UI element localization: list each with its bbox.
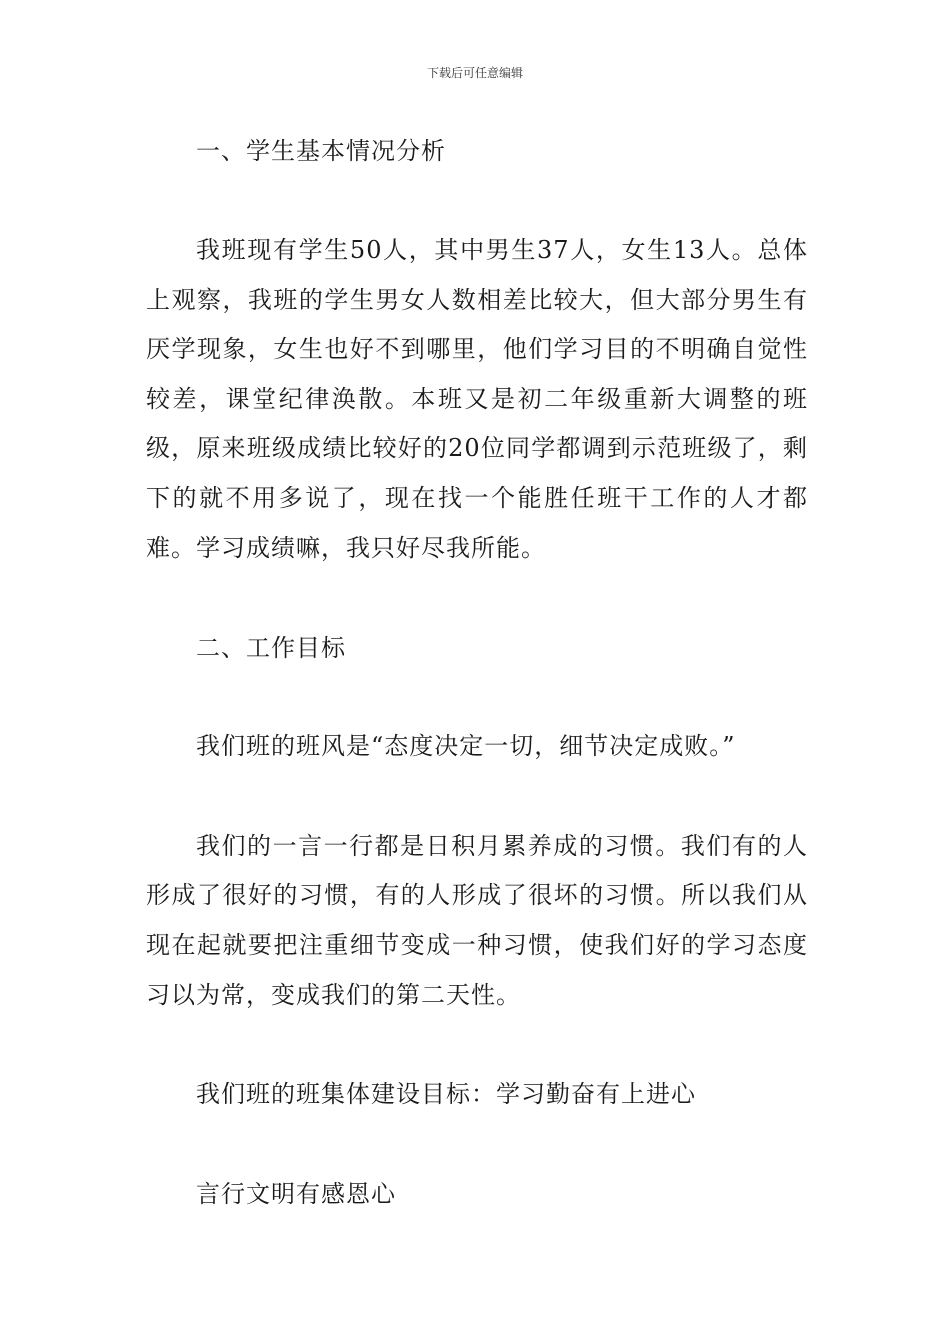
spacer bbox=[146, 573, 808, 623]
spacer bbox=[146, 176, 808, 226]
page-header-note: 下载后可任意编辑 bbox=[426, 66, 523, 80]
document-body bbox=[146, 126, 808, 1219]
habits-paragraph: 我们的一言一行都是日积月累养成的习惯。我们有的人形成了很好的习惯，有的人形成了很坏的习惯。所以我们从现在起就要把注重细节变成一种习惯，使我们好的学习态度习以为常，变成我们的第二天性。 bbox=[146, 831, 808, 1009]
class-goal-line: 我们班的班集体建设目标：学习勤奋有上进心 bbox=[196, 1080, 696, 1109]
section-1-paragraph: 我班现有学生50人，其中男生37人，女生13人。总体上观察，我班的学生男女人数相差比较大，但大部分男生有厌学现象，女生也好不到哪里，他们学习目的不明确自觉性较差，课堂纪律涣散。本班又是初二年级重新大调整的班级，原来班级成绩比较好的20位同学都调到示范班级了，剩下的就不用多说了，现在找一个能胜任班干工作的人才都难。学习成绩嘛，我只好尽我所能。 bbox=[146, 236, 808, 562]
spacer bbox=[146, 673, 808, 722]
spacer bbox=[146, 1020, 808, 1070]
section-2-heading: 二、工作目标 bbox=[196, 634, 346, 663]
class-motto-line: 我们班的班风是“态度决定一切，细节决定成败。” bbox=[196, 732, 736, 761]
spacer bbox=[146, 772, 808, 822]
class-goal-line-2: 言行文明有感恩心 bbox=[196, 1179, 396, 1208]
section-1-heading: 一、学生基本情况分析 bbox=[196, 137, 446, 165]
spacer bbox=[146, 1120, 808, 1170]
